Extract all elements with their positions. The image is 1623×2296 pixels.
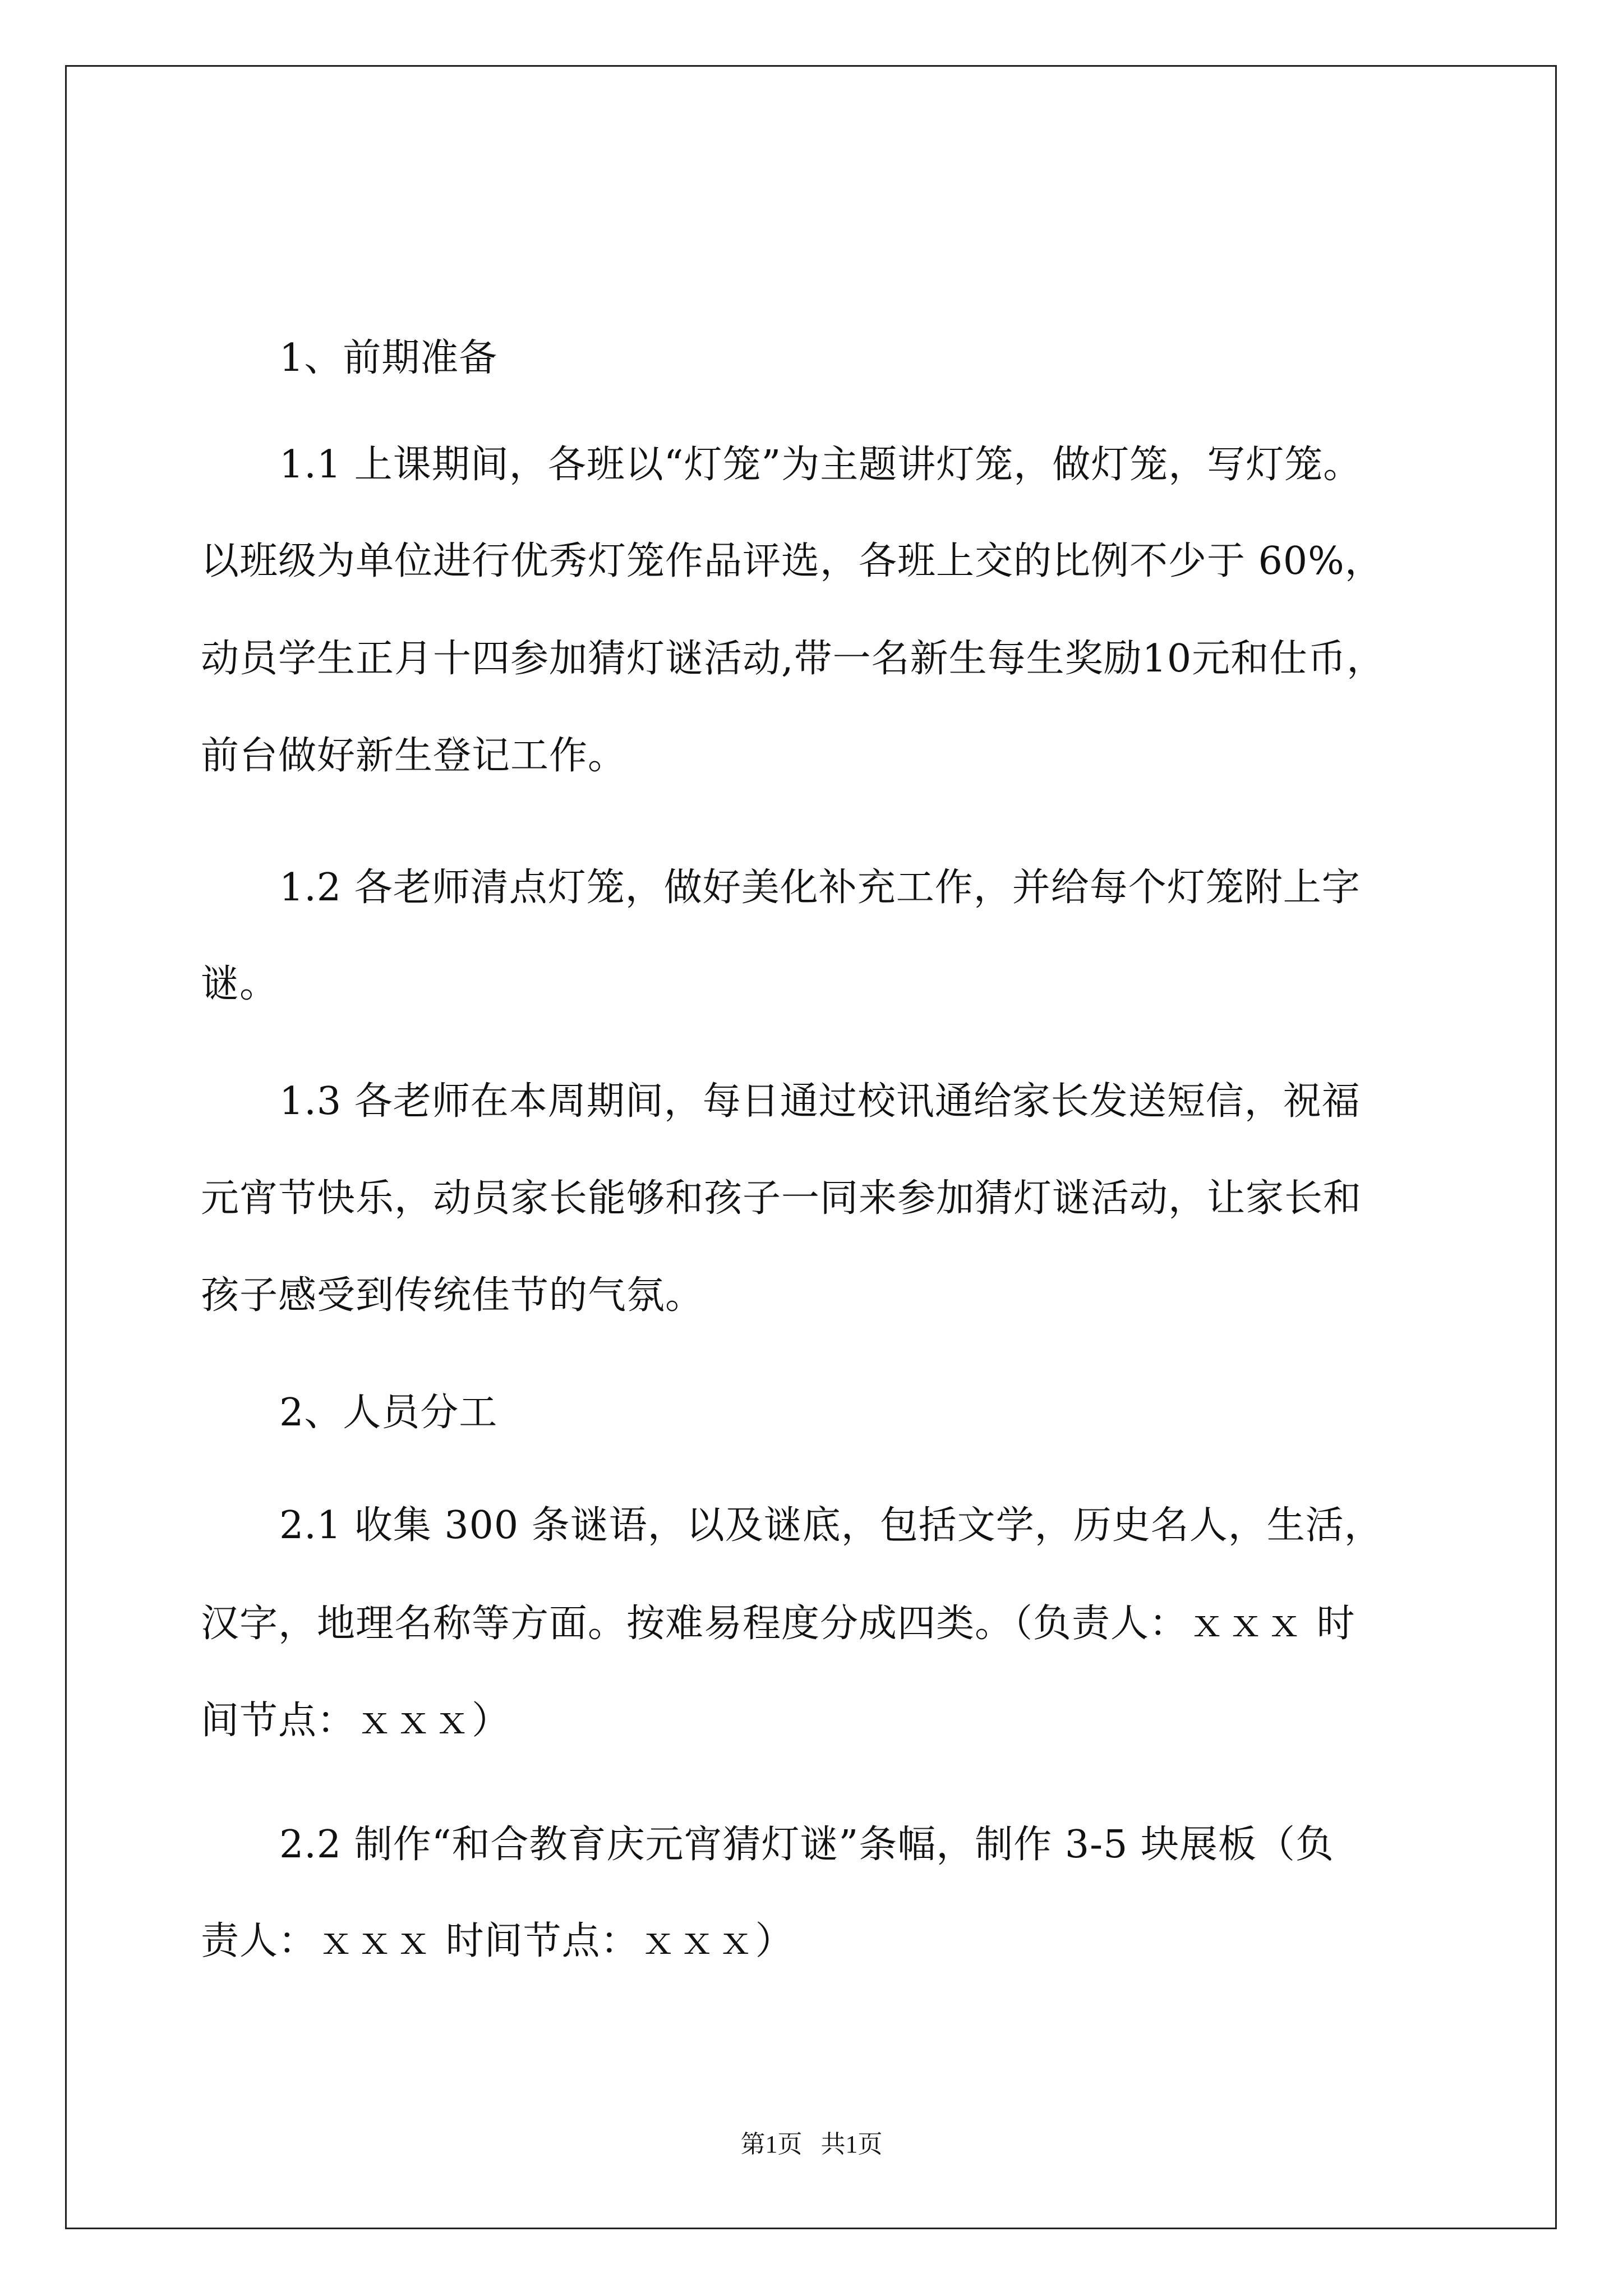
paragraph-2-2-line-2: 责人：ｘｘｘ 时间节点：ｘｘｘ） xyxy=(201,1919,794,1963)
section-heading-preparation: 1、前期准备 xyxy=(279,336,498,380)
paragraph-1-2-line-2: 谜。 xyxy=(201,962,279,1006)
paragraph-1-3-line-3: 孩子感受到传统佳节的气氛。 xyxy=(201,1273,704,1318)
paragraph-1-3-line-1: 1.3 各老师在本周期间，每日通过校讯通给家长发送短信，祝福 xyxy=(279,1079,1361,1124)
paragraph-1-1-line-4: 前台做好新生登记工作。 xyxy=(201,734,627,778)
paragraph-1-1-line-1: 1.1 上课期间，各班以“灯笼”为主题讲灯笼，做灯笼，写灯笼。 xyxy=(279,443,1362,487)
paragraph-1-1-line-3: 动员学生正月十四参加猜灯谜活动,带一名新生每生奖励10元和仕币， xyxy=(201,637,1386,681)
paragraph-1-1-line-2: 以班级为单位进行优秀灯笼作品评选，各班上交的比例不少于 60%， xyxy=(201,539,1384,583)
document-body xyxy=(201,0,1435,2132)
paragraph-2-1-line-2: 汉字，地理名称等方面。按难易程度分成四类。（负责人：ｘｘｘ 时 xyxy=(201,1602,1355,1646)
paragraph-1-3-line-2: 元宵节快乐，动员家长能够和孩子一同来参加猜灯谜活动，让家长和 xyxy=(201,1176,1362,1221)
page-number-footer: 第1页 共1页 xyxy=(740,2131,883,2158)
section-heading-staffing: 2、人员分工 xyxy=(279,1391,498,1435)
paragraph-1-2-line-1: 1.2 各老师清点灯笼，做好美化补充工作，并给每个灯笼附上字 xyxy=(279,866,1361,910)
paragraph-2-2-line-1: 2.2 制作“和合教育庆元宵猜灯谜”条幅，制作 3-5 块展板（负 xyxy=(279,1823,1335,1867)
paragraph-2-1-line-1: 2.1 收集 300 条谜语，以及谜底，包括文学，历史名人，生活， xyxy=(279,1503,1383,1548)
paragraph-2-1-line-3: 间节点：ｘｘｘ） xyxy=(201,1699,511,1743)
